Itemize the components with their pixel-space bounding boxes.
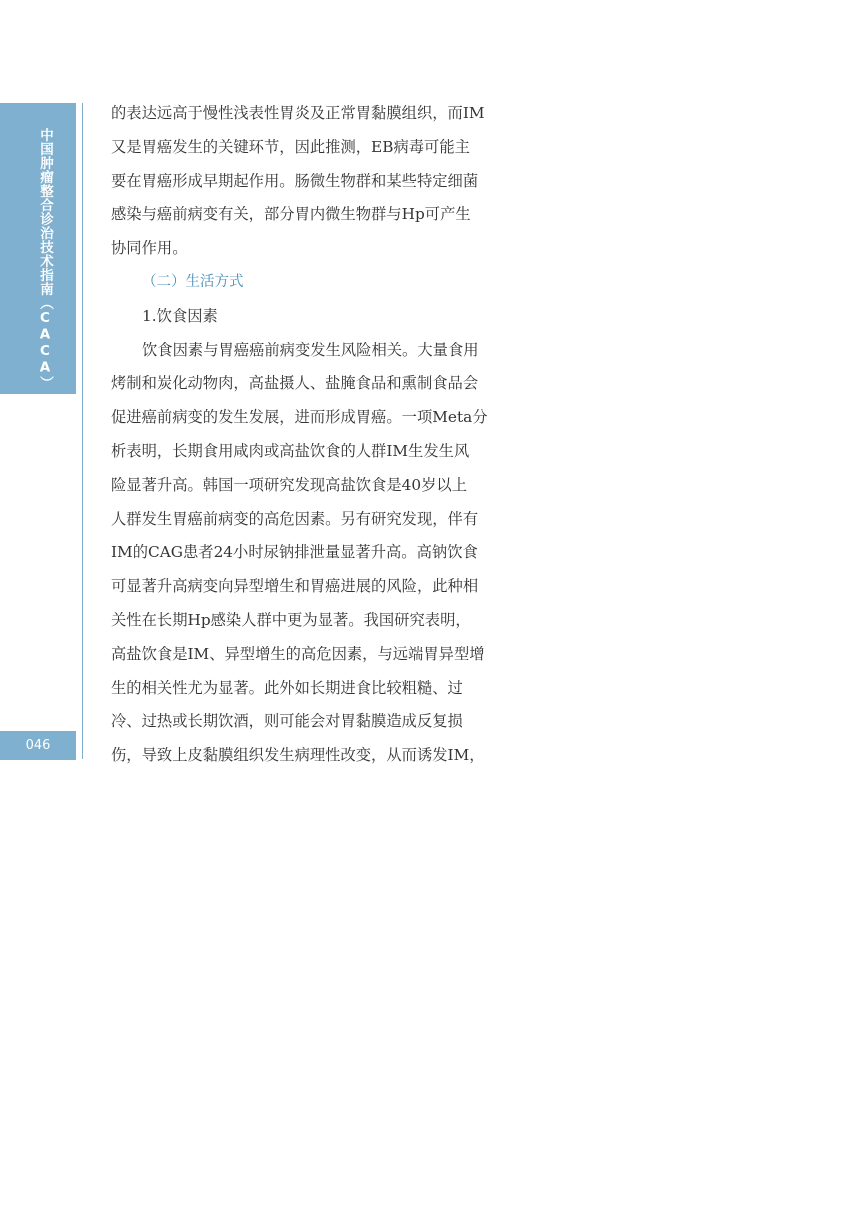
section-heading: （二）生活方式	[142, 273, 244, 290]
text-line: IM的CAG患者24小时尿钠排泄量显著升高。高钠饮食	[111, 543, 478, 562]
text-line: 又是胃癌发生的关键环节，因此推测，EB病毒可能主	[111, 137, 470, 156]
text-line: 高盐饮食是IM、异型增生的高危因素，与远端胃异型增	[111, 644, 485, 663]
text-line: 促进癌前病变的发生发展，进而形成胃癌。一项Meta分	[111, 408, 488, 427]
text-line: 的表达远高于慢性浅表性胃炎及正常胃黏膜组织，而IM	[111, 104, 485, 122]
text-line: 伤，导致上皮黏膜组织发生病理性改变，从而诱发IM，	[111, 746, 485, 765]
text-line: 协同作用。	[111, 239, 188, 258]
text-line: 感染与癌前病变有关，部分胃内微生物群与Hp可产生	[111, 205, 471, 224]
margin-rule	[82, 103, 83, 759]
text-line: 生的相关性尤为显著。此外如长期进食比较粗糙、过	[111, 678, 463, 697]
page-number: 046	[25, 738, 51, 753]
text-line: 冷、过热或长期饮酒，则可能会对胃黏膜造成反复损	[111, 712, 463, 731]
text-line: 险显著升高。韩国一项研究发现高盐饮食是40岁以上	[111, 475, 467, 494]
text-line: 要在胃癌形成早期起作用。肠微生物群和某些特定细菌	[111, 171, 479, 190]
subsection-heading: 1.饮食因素	[142, 306, 218, 325]
text-line: 人群发生胃癌前病变的高危因素。另有研究发现，伴有	[111, 509, 479, 528]
text-line: 可显著升高病变向异型增生和胃癌进展的风险，此种相	[111, 577, 479, 596]
body-text	[111, 97, 515, 773]
book-title: 中国肿瘤整合诊治技术指南（CACA）	[37, 128, 53, 390]
text-line: 关性在长期Hp感染人群中更为显著。我国研究表明，	[111, 610, 471, 629]
text-line: 烤制和炭化动物肉，高盐摄人、盐腌食品和熏制食品会	[111, 374, 479, 393]
text-line: 饮食因素与胃癌癌前病变发生风险相关。大量食用	[142, 340, 479, 359]
text-line: 析表明，长期食用咸肉或高盐饮食的人群IM生发生风	[111, 441, 470, 460]
